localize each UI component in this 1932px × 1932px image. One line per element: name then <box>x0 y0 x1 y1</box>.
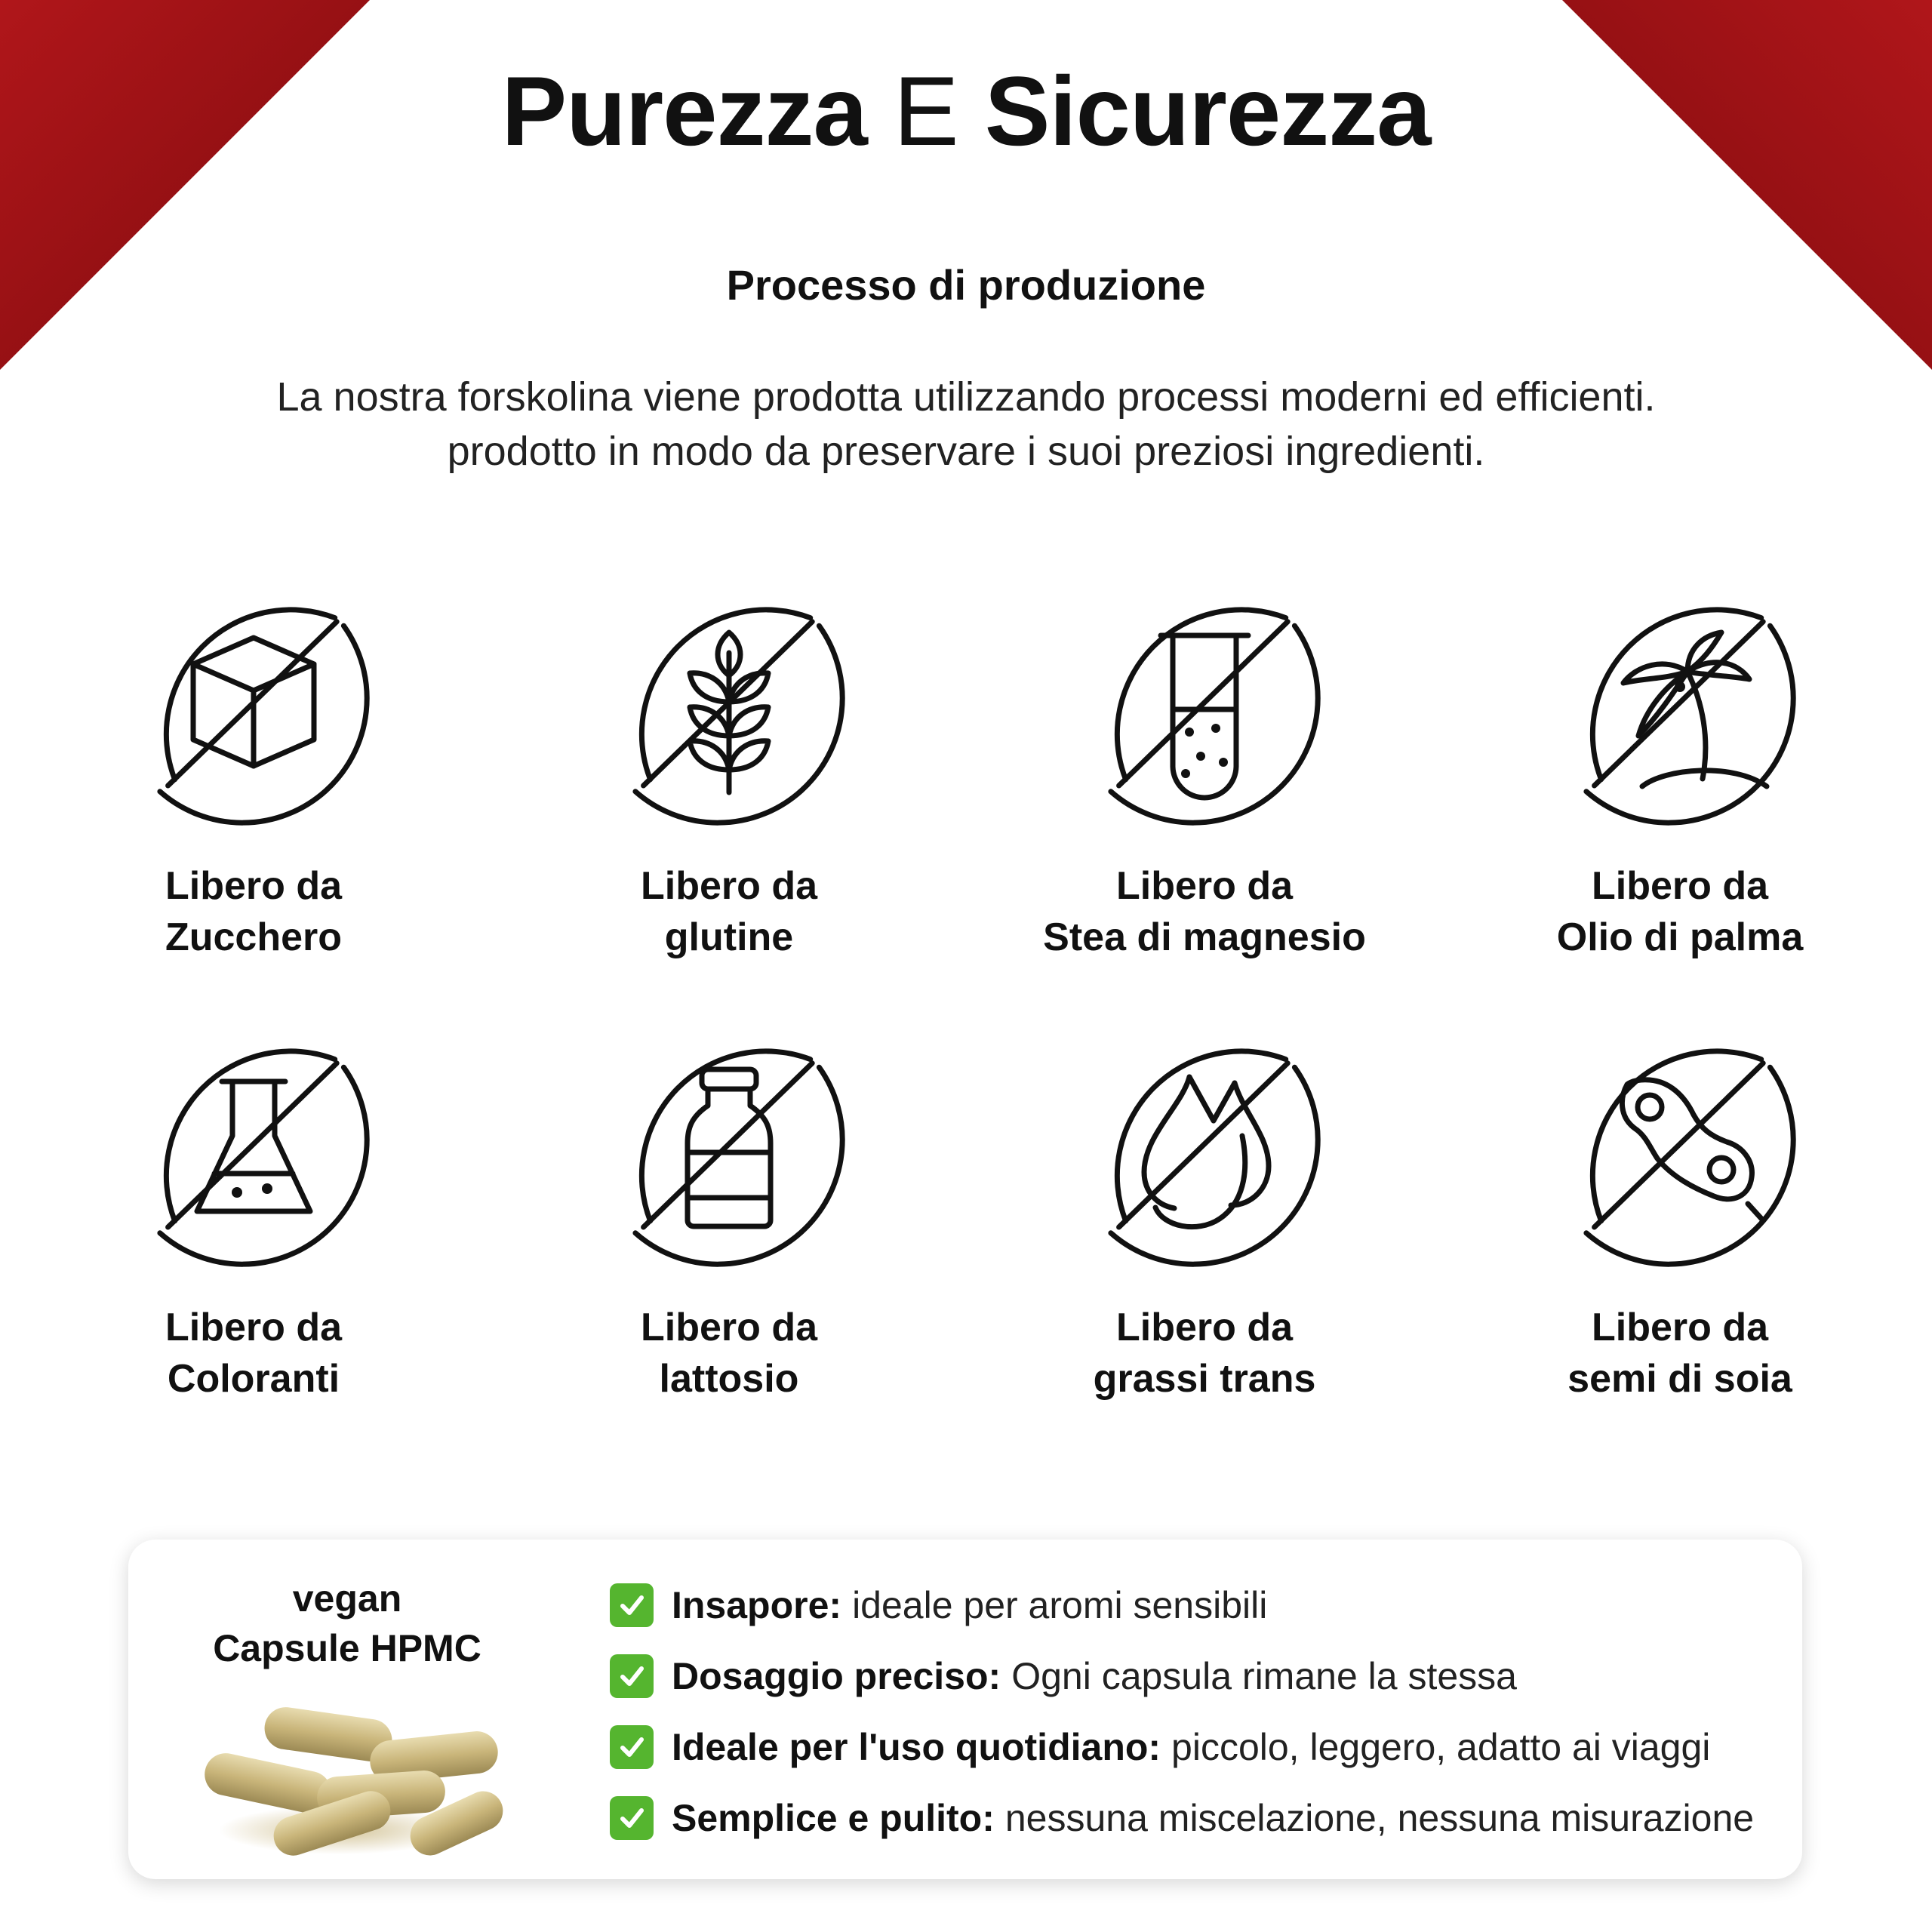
feature-label-line1: Libero da <box>1115 1306 1294 1349</box>
checkmark-icon <box>610 1654 654 1698</box>
title-word-e: E <box>893 56 958 166</box>
title-word-sicurezza: Sicurezza <box>984 56 1431 166</box>
feature-label-line2: grassi trans <box>1093 1357 1316 1401</box>
feature-label-line2: Stea di magnesio <box>1043 915 1366 959</box>
benefit-key: Semplice e pulito: <box>672 1797 995 1839</box>
benefit-text: nessuna miscelazione, nessuna misurazione <box>1004 1797 1755 1839</box>
feature-label-line1: Libero da <box>1591 1306 1769 1349</box>
intro-line-2: prodotto in modo da preservare i suoi preziosi ingredienti. <box>447 429 1485 474</box>
title-word-purezza: Purezza <box>501 56 867 166</box>
feature-palm-oil-free <box>1469 581 1891 963</box>
feature-label-line1: Libero da <box>1115 864 1294 908</box>
benefit-key: Insapore: <box>672 1584 842 1626</box>
oil-drop-icon <box>1076 1023 1333 1279</box>
feature-label-line2: semi di soia <box>1567 1357 1792 1401</box>
feature-label-line2: glutine <box>664 915 794 959</box>
feature-label-line1: Libero da <box>640 864 818 908</box>
intro-text <box>121 370 1811 478</box>
feature-gluten-free <box>518 581 940 963</box>
flask-icon <box>125 1023 382 1279</box>
feature-label-line2: Olio di palma <box>1556 915 1804 959</box>
checkmark-icon <box>610 1796 654 1840</box>
intro-line-1: La nostra forskolina viene prodotta utilizzando processi moderni ed efficienti. <box>276 374 1656 420</box>
section-subtitle: Processo di produzione <box>726 261 1206 309</box>
benefits-list <box>610 1570 1802 1854</box>
benefit-item <box>610 1570 1802 1641</box>
feature-magnesium-stearate-free <box>993 581 1416 963</box>
wheat-icon <box>601 581 857 838</box>
milk-bottle-icon <box>601 1023 857 1279</box>
feature-label-line1: Libero da <box>640 1306 818 1349</box>
feature-colorants-free <box>42 1023 465 1404</box>
capsule-title-line2: Capsule HPMC <box>213 1627 481 1669</box>
feature-label-line1: Libero da <box>165 864 343 908</box>
feature-label-line2: Zucchero <box>165 915 343 959</box>
test-tube-icon <box>1076 581 1333 838</box>
feature-trans-fat-free <box>993 1023 1416 1404</box>
soybean-icon <box>1552 1023 1808 1279</box>
feature-label-line1: Libero da <box>1591 864 1769 908</box>
benefit-item <box>610 1641 1802 1712</box>
benefit-text: piccolo, leggero, adatto ai viaggi <box>1171 1726 1711 1768</box>
checkmark-icon <box>610 1725 654 1769</box>
checkmark-icon <box>610 1583 654 1627</box>
feature-sugar-free <box>42 581 465 963</box>
palm-tree-icon <box>1552 581 1808 838</box>
capsules-image <box>189 1690 521 1864</box>
capsule-title-line1: vegan <box>292 1577 402 1620</box>
feature-label-line2: Coloranti <box>167 1357 340 1401</box>
benefit-key: Ideale per l'uso quotidiano: <box>672 1726 1161 1768</box>
feature-label-line2: lattosio <box>659 1357 799 1401</box>
benefit-key: Dosaggio preciso: <box>672 1655 1001 1697</box>
benefit-text: ideale per aromi sensibili <box>852 1584 1268 1626</box>
page-title <box>0 54 1932 168</box>
benefit-item <box>610 1712 1802 1783</box>
benefit-text: Ogni capsula rimane la stessa <box>1011 1655 1517 1697</box>
vegan-capsule-card <box>128 1540 1802 1879</box>
capsule-card-title <box>189 1574 506 1673</box>
feature-lactose-free <box>518 1023 940 1404</box>
feature-label-line1: Libero da <box>165 1306 343 1349</box>
feature-soy-free <box>1469 1023 1891 1404</box>
sugar-cube-icon <box>125 581 382 838</box>
benefit-item <box>610 1783 1802 1854</box>
